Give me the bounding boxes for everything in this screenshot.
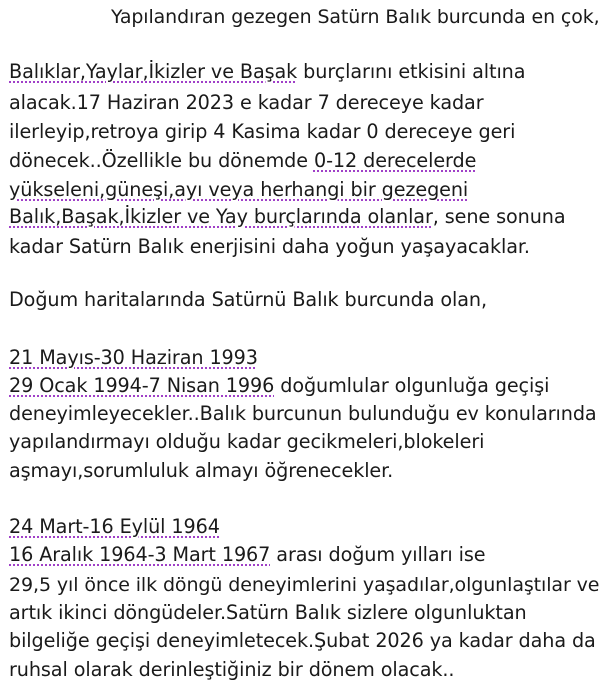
text-segment: alacak.17 Haziran 2023 e kadar 7 dereceye kadar [9, 91, 484, 114]
text-segment: Yapılandıran gezegen Satürn Balık burcunda en çok, [111, 6, 600, 28]
text-segment: aşmayı,sorumluluk almayı öğrenecekler. [9, 459, 394, 482]
text-line [9, 628, 596, 654]
text-segment: artık ikinci döngüdeler.Satürn Balık sizlere olgunluktan [9, 601, 527, 624]
text-line [9, 345, 258, 371]
text-line [9, 373, 549, 399]
text-line [9, 90, 484, 116]
underlined-text: yükseleni,güneşi,ayı veya herhangi bir gezegeni [9, 178, 469, 201]
text-segment: ilerleyip,retroya girip 4 Kasima kadar 0 dereceye geri [9, 120, 516, 143]
underlined-text: 16 Aralık 1964-3 Mart 1967 [9, 543, 271, 566]
text-line [9, 177, 468, 203]
text-segment: kadar Satürn Balık enerjisini daha yoğun yaşayacaklar. [9, 235, 530, 258]
text-segment: arası doğum yılları ise [270, 543, 486, 566]
text-segment: burçlarını etkisini altına [297, 60, 526, 83]
text-segment: bilgeliğe geçişi deneyimletecek.Şubat 2026 ya kadar daha da [9, 629, 596, 652]
underlined-text: 24 Mart-16 Eylül 1964 [9, 515, 220, 538]
text-segment: ruhsal olarak derinleştiğiniz bir dönem olacak.. [9, 658, 455, 681]
text-line [9, 600, 527, 626]
text-line [9, 119, 515, 145]
text-segment: doğumlular olgunluğa geçişi [274, 374, 550, 397]
text-line [9, 204, 566, 230]
text-line [9, 287, 487, 313]
text-line [9, 572, 599, 598]
text-segment: yapılandırmayı olduğu kadar gecikmeleri,blokeleri [9, 430, 485, 453]
underlined-text: 0-12 derecelerde [313, 149, 477, 172]
underlined-text: Balık,Başak,İkizler ve Yay burçlarında olanlar [9, 205, 433, 228]
text-line [9, 234, 530, 260]
text-segment: dönecek..Özellikle bu dönemde [9, 149, 314, 172]
text-line [9, 514, 220, 540]
text-line [9, 401, 597, 427]
underlined-text: 21 Mayıs-30 Haziran 1993 [9, 346, 258, 369]
text-line [111, 4, 600, 30]
underlined-text: 29 Ocak 1994-7 Nisan 1996 [9, 374, 275, 397]
text-segment: , sene sonuna [432, 205, 566, 228]
text-line [9, 148, 476, 174]
text-segment: Doğum haritalarında Satürnü Balık burcunda olan, [9, 288, 487, 311]
text-line [9, 59, 525, 85]
underlined-text: Balıklar,Yaylar,İkizler ve Başak [9, 60, 298, 83]
text-line [9, 542, 485, 568]
text-line [9, 458, 393, 484]
text-segment: deneyimleyecekler..Balık burcunun bulunduğu ev konularında [9, 402, 597, 425]
text-line [9, 429, 484, 455]
text-line [9, 657, 454, 683]
text-segment: 29,5 yıl önce ilk döngü deneyimlerini yaşadılar,olgunlaştılar ve [9, 574, 600, 596]
